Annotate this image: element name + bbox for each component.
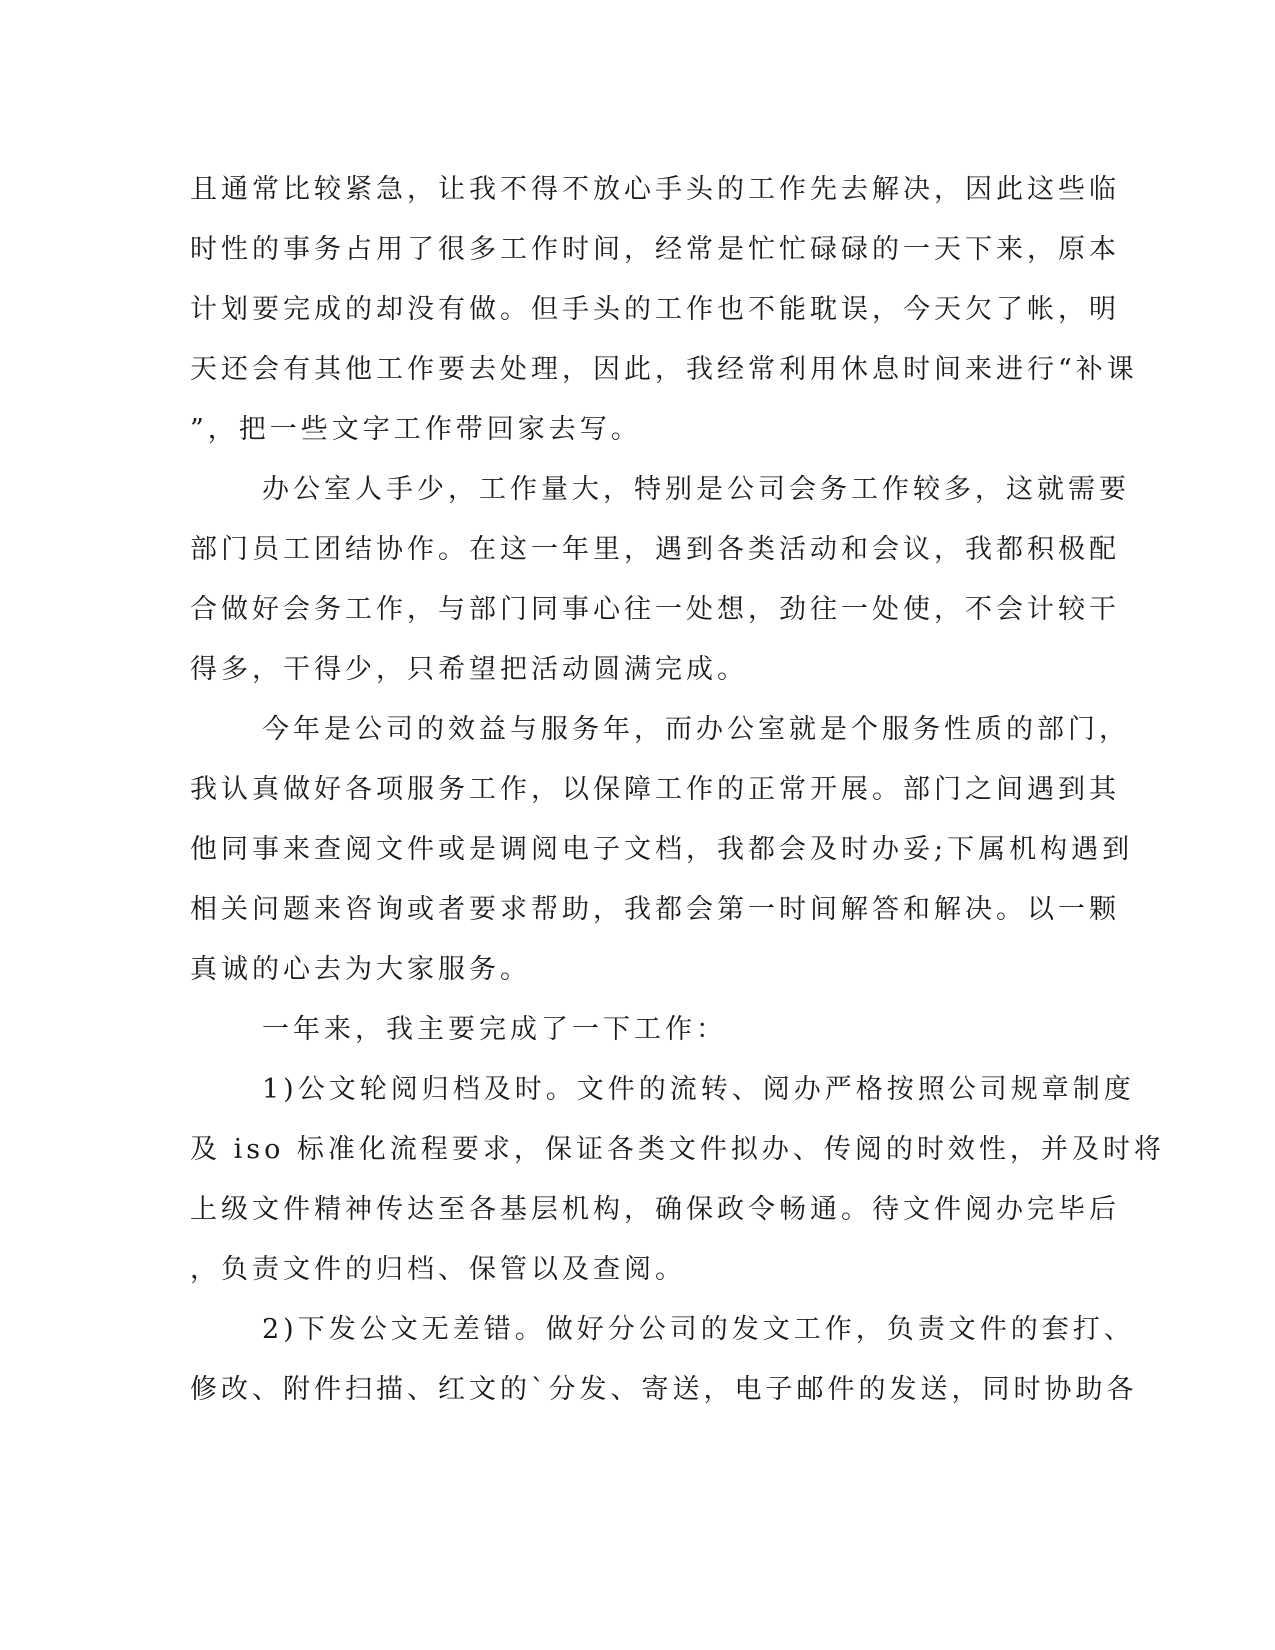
document-body xyxy=(190,160,1165,1420)
text-line: 1)公文轮阅归档及时。文件的流转、阅办严格按照公司规章制度 xyxy=(262,1074,1135,1105)
text-line: 且通常比较紧急，让我不得不放心手头的工作先去解决，因此这些临 xyxy=(190,174,1120,205)
text-line: 得多，干得少，只希望把活动圆满完成。 xyxy=(190,654,748,685)
text-line: 他同事来查阅文件或是调阅电子文档，我都会及时办妥;下属机构遇到 xyxy=(190,834,1134,865)
text-line: 修改、附件扫描、红文的`分发、寄送，电子邮件的发送，同时协助各 xyxy=(190,1374,1138,1405)
text-line: 2)下发公文无差错。做好分公司的发文工作，负责文件的套打、 xyxy=(262,1314,1135,1345)
text-line: 时性的事务占用了很多工作时间，经常是忙忙碌碌的一天下来，原本 xyxy=(190,234,1120,265)
text-line: 及 iso 标准化流程要求，保证各类文件拟办、传阅的时效性，并及时将 xyxy=(190,1134,1165,1165)
text-line: 计划要完成的却没有做。但手头的工作也不能耽误，今天欠了帐，明 xyxy=(190,294,1120,325)
text-line: 办公室人手少，工作量大，特别是公司会务工作较多，这就需要 xyxy=(262,474,1130,505)
text-line: 相关问题来咨询或者要求帮助，我都会第一时间解答和解决。以一颗 xyxy=(190,894,1120,925)
text-line: 我认真做好各项服务工作，以保障工作的正常开展。部门之间遇到其 xyxy=(190,774,1120,805)
text-line: 真诚的心去为大家服务。 xyxy=(190,954,531,985)
text-line: ，负责文件的归档、保管以及查阅。 xyxy=(190,1254,686,1285)
text-line: 合做好会务工作，与部门同事心往一处想，劲往一处使，不会计较干 xyxy=(190,594,1120,625)
text-line: 一年来，我主要完成了一下工作： xyxy=(262,1014,727,1045)
text-line: 今年是公司的效益与服务年，而办公室就是个服务性质的部门， xyxy=(262,714,1130,745)
text-line: 部门员工团结协作。在这一年里，遇到各类活动和会议，我都积极配 xyxy=(190,534,1120,565)
text-line: ”，把一些文字工作带回家去写。 xyxy=(190,414,642,445)
text-line: 上级文件精神传达至各基层机构，确保政令畅通。待文件阅办完毕后 xyxy=(190,1194,1120,1225)
text-line: 天还会有其他工作要去处理，因此，我经常利用休息时间来进行“补课 xyxy=(190,354,1138,385)
